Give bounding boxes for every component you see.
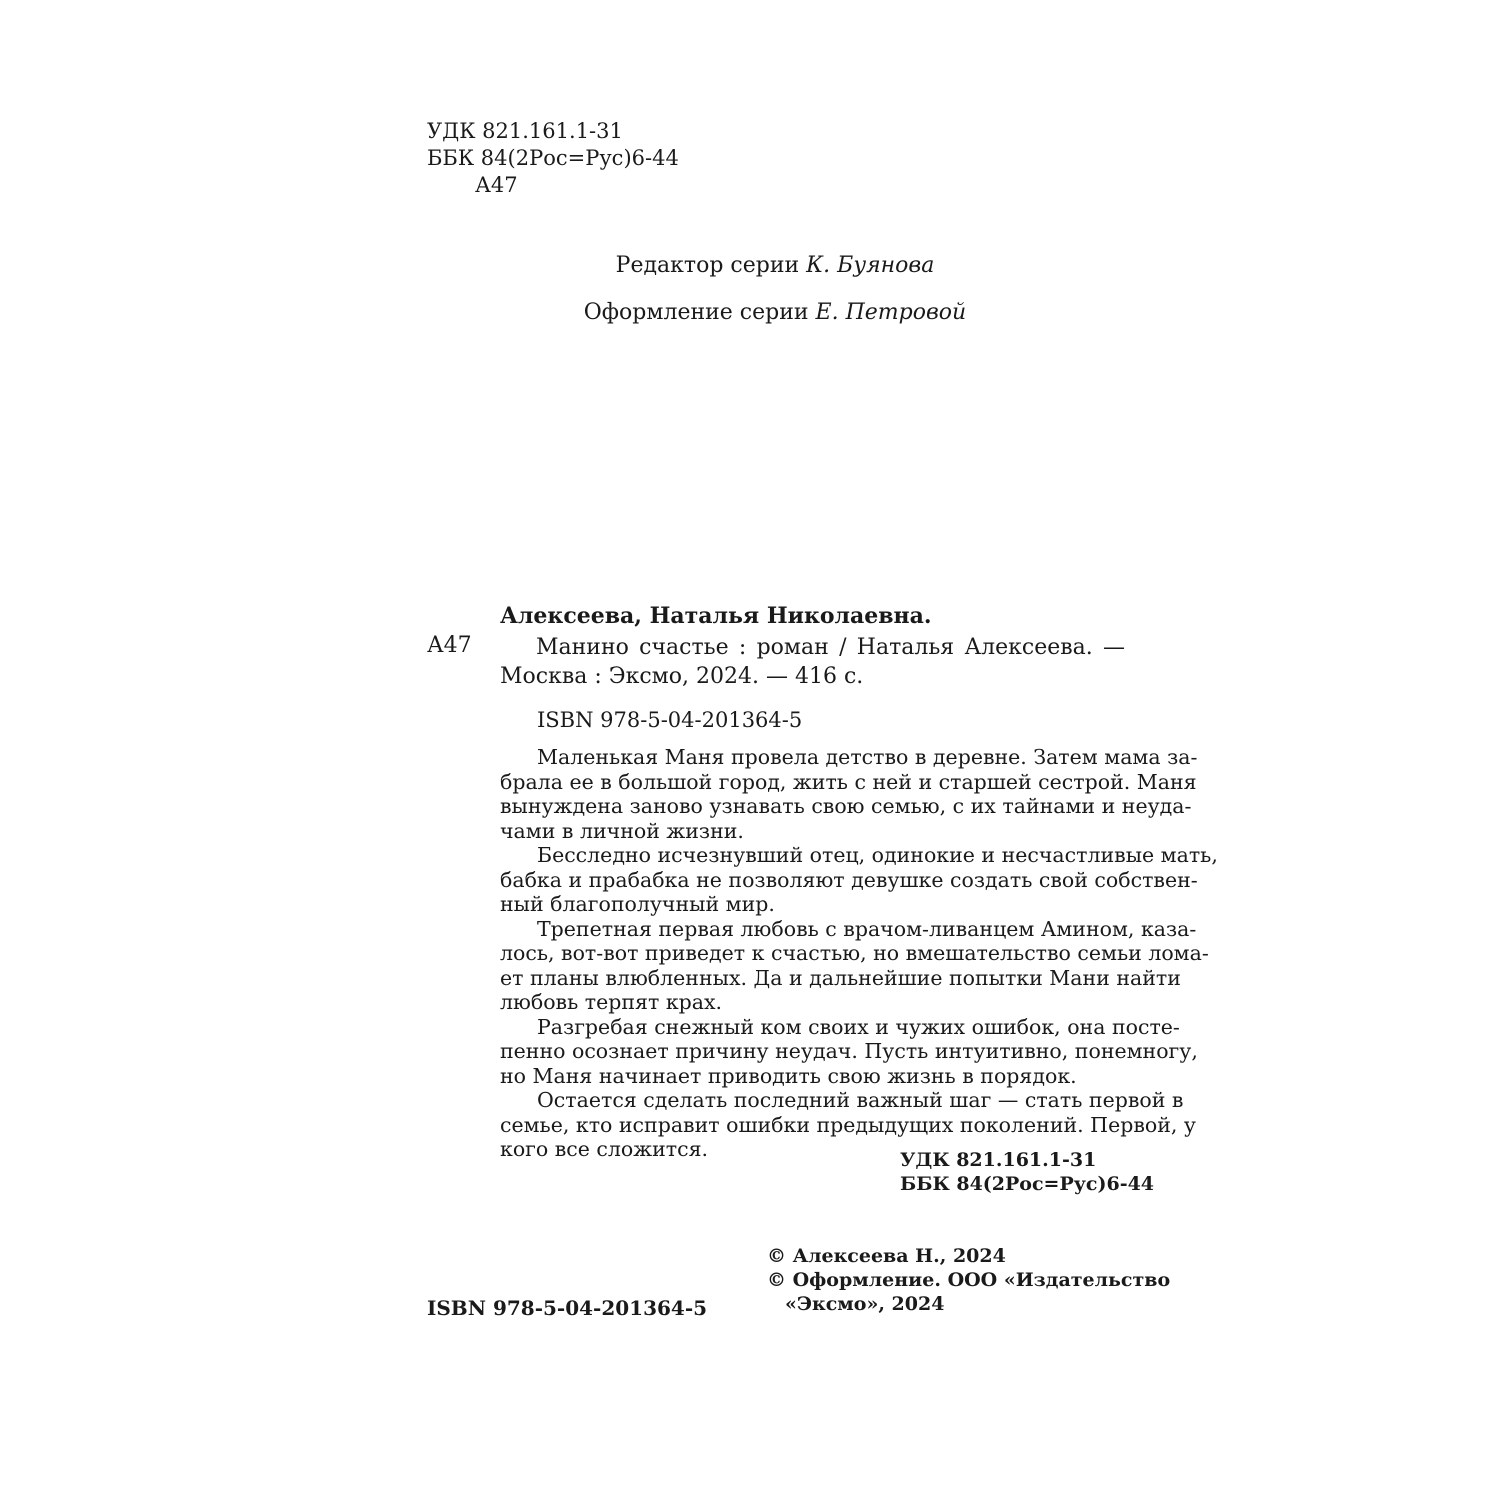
abstract-paragraph [500, 745, 1198, 843]
author-mark: А47 [475, 173, 518, 197]
abstract-line: вынуждена заново узнавать свою семью, с их тайнами и неуда- [500, 794, 1192, 818]
copyright-design-continued: «Эксмо», 2024 [785, 1293, 945, 1315]
footer-classification-codes [900, 1148, 1154, 1196]
abstract-paragraph [500, 916, 1209, 1015]
abstract-line: семье, кто исправит ошибки предыдущих поколений. Первой, у [500, 1112, 1196, 1137]
abstract-line: пенно осознает причину неудач. Пусть интуитивно, понемногу, [500, 1039, 1198, 1063]
copyright-block [767, 1244, 1170, 1316]
description-line: Москва : Эксмо, 2024. — 416 с. [500, 664, 864, 689]
series-design-name: Е. Петровой [815, 300, 967, 325]
record-author-mark: А47 [427, 633, 472, 658]
abstract-line: лось, вот-вот приведет к счастью, но вмешательство семьи лома- [500, 941, 1209, 965]
abstract-line: любовь терпят крах. [500, 990, 723, 1014]
series-design-credit [0, 300, 1500, 325]
abstract-line: Бесследно исчезнувший отец, одинокие и несчастливые мать, [537, 843, 1218, 867]
abstract-paragraph [500, 843, 1218, 917]
series-editor-label: Редактор серии [615, 253, 800, 278]
abstract-line: Трепетная первая любовь с врачом-ливанцем Амином, каза- [537, 916, 1197, 941]
header-classification-codes [427, 118, 679, 199]
description-line: Манино счастье : роман / Наталья Алексеева. — [536, 635, 1125, 660]
abstract-line: Остается сделать последний важный шаг — стать первой в [537, 1088, 1184, 1112]
series-design-label: Оформление серии [583, 300, 809, 325]
abstract-line: Маленькая Маня провела детство в деревне. Затем мама за- [537, 745, 1198, 769]
abstract-line: но Маня начинает приводить свою жизнь в порядок. [500, 1063, 1077, 1088]
abstract-paragraph [500, 1014, 1198, 1089]
abstract-line: ет планы влюбленных. Да и дальнейшие попытки Мани найти [500, 965, 1181, 990]
abstract-line: кого все сложится. [500, 1137, 709, 1161]
abstract-line: ный благополучный мир. [500, 892, 775, 916]
copyright-design: © Оформление. ООО «Издательство [767, 1269, 1171, 1291]
abstract-line: чами в личной жизни. [500, 818, 744, 843]
abstract-line: брала ее в большой город, жить с ней и старшей сестрой. Маня [500, 769, 1197, 794]
footer-isbn: ISBN 978-5-04-201364-5 [427, 1296, 708, 1320]
abstract-line: бабка и прабабка не позволяют девушке создать свой собствен- [500, 867, 1198, 892]
bbk-code: ББК 84(2Рос=Рус)6-44 [427, 146, 679, 170]
copyright-author: © Алексеева Н., 2024 [767, 1245, 1006, 1267]
series-editor-credit [0, 253, 1500, 278]
bibliographic-description [500, 633, 1125, 691]
abstract-line: Разгребая снежный ком своих и чужих ошибок, она посте- [537, 1014, 1180, 1039]
footer-udk-code: УДК 821.161.1-31 [900, 1149, 1097, 1171]
author-heading: Алексеева, Наталья Николаевна. [500, 603, 932, 629]
udk-code: УДК 821.161.1-31 [427, 119, 623, 143]
record-isbn: ISBN 978-5-04-201364-5 [537, 708, 803, 732]
abstract [500, 745, 1218, 1162]
series-editor-name: К. Буянова [806, 253, 935, 278]
footer-bbk-code: ББК 84(2Рос=Рус)6-44 [900, 1173, 1155, 1195]
